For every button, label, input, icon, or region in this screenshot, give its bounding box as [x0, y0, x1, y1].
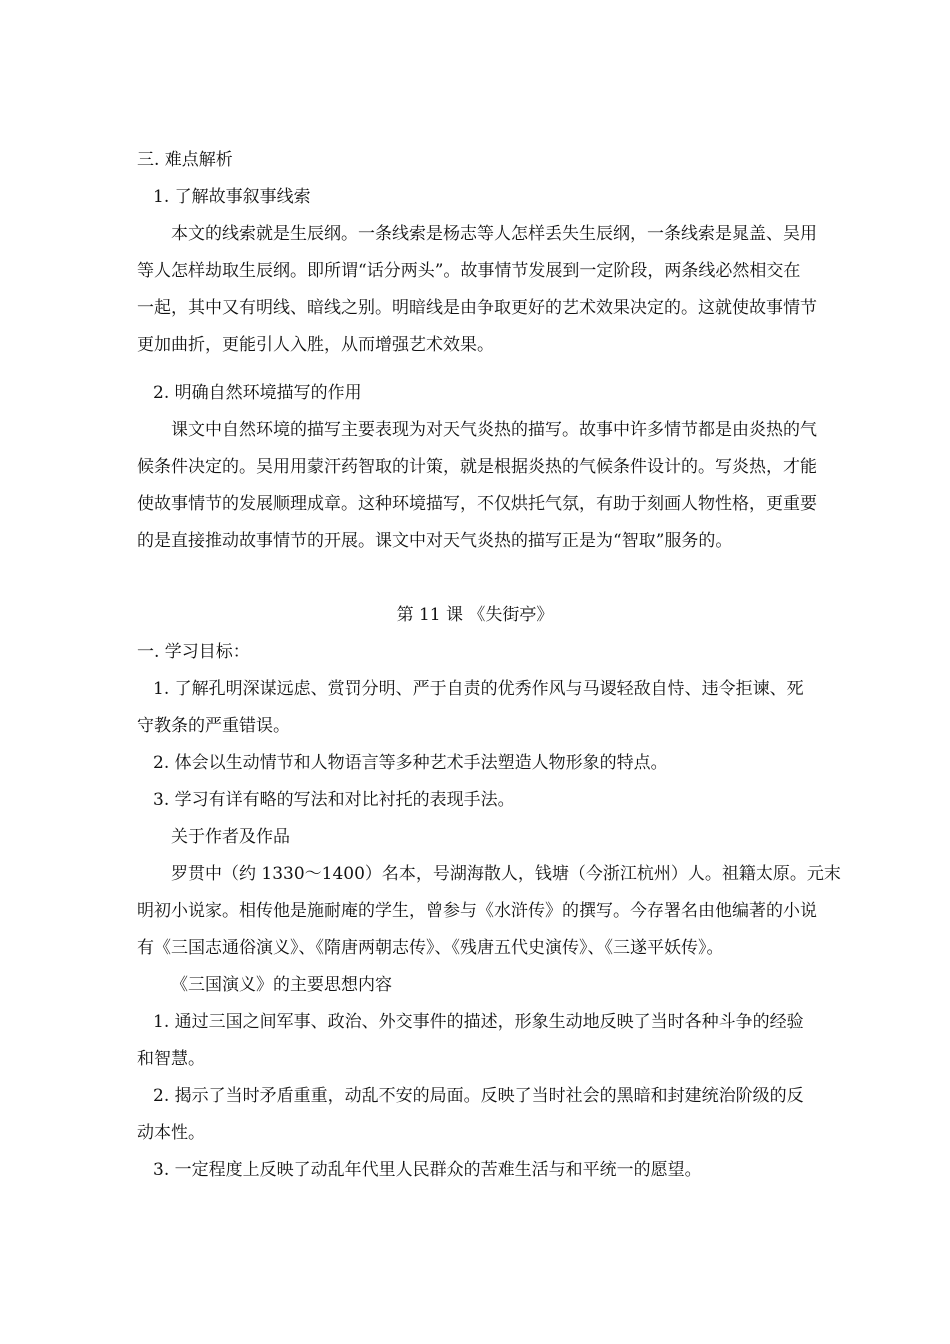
- paragraph-line: 明初小说家。相传他是施耐庵的学生，曾参与《水浒传》的撰写。今存署名由他编著的小说: [137, 901, 817, 921]
- list-item-continuation: 动本性。: [137, 1123, 205, 1143]
- list-item-continuation: 守教条的严重错误。: [137, 716, 290, 736]
- paragraph-line: 罗贯中（约 1330～1400）名本，号湖海散人，钱塘（今浙江杭州）人。祖籍太原。元末: [171, 864, 841, 884]
- list-item: 3. 一定程度上反映了动乱年代里人民群众的苦难生活与和平统一的愿望。: [153, 1160, 702, 1180]
- lesson-title: 第 11 课 《失街亭》: [396, 605, 554, 625]
- list-item: 2. 揭示了当时矛盾重重，动乱不安的局面。反映了当时社会的黑暗和封建统治阶级的反: [153, 1086, 804, 1106]
- item-title: 1. 了解故事叙事线索: [153, 187, 311, 207]
- paragraph-line: 课文中自然环境的描写主要表现为对天气炎热的描写。故事中许多情节都是由炎热的气: [171, 420, 817, 440]
- item-title: 2. 明确自然环境描写的作用: [153, 383, 362, 403]
- paragraph-line: 一起，其中又有明线、暗线之别。明暗线是由争取更好的艺术效果决定的。这就使故事情节: [137, 298, 817, 318]
- subsection-heading: 关于作者及作品: [171, 827, 290, 847]
- list-item: 1. 了解孔明深谋远虑、赏罚分明、严于自责的优秀作风与马谡轻敌自恃、违令拒谏、死: [153, 679, 804, 699]
- subsection-heading: 《三国演义》的主要思想内容: [171, 975, 392, 995]
- section-heading: 三. 难点解析: [137, 150, 233, 170]
- paragraph-line: 更加曲折，更能引人入胜，从而增强艺术效果。: [137, 335, 494, 355]
- paragraph-line: 本文的线索就是生辰纲。一条线索是杨志等人怎样丢失生辰纲，一条线索是晁盖、吴用: [171, 224, 817, 244]
- paragraph-line: 使故事情节的发展顺理成章。这种环境描写，不仅烘托气氛，有助于刻画人物性格，更重要: [137, 494, 817, 514]
- paragraph-line: 候条件决定的。吴用用蒙汗药智取的计策，就是根据炎热的气候条件设计的。写炎热，才能: [137, 457, 817, 477]
- paragraph-line: 有《三国志通俗演义》、《隋唐两朝志传》、《残唐五代史演传》、《三遂平妖传》。: [137, 938, 724, 958]
- list-item-continuation: 和智慧。: [137, 1049, 205, 1069]
- paragraph-line: 的是直接推动故事情节的开展。课文中对天气炎热的描写正是为“智取”服务的。: [137, 531, 733, 551]
- paragraph-line: 等人怎样劫取生辰纲。即所谓“话分两头”。故事情节发展到一定阶段，两条线必然相交在: [137, 261, 801, 281]
- list-item: 3. 学习有详有略的写法和对比衬托的表现手法。: [153, 790, 515, 810]
- list-item: 1. 通过三国之间军事、政治、外交事件的描述，形象生动地反映了当时各种斗争的经验: [153, 1012, 804, 1032]
- section-heading: 一. 学习目标：: [137, 642, 250, 662]
- list-item: 2. 体会以生动情节和人物语言等多种艺术手法塑造人物形象的特点。: [153, 753, 668, 773]
